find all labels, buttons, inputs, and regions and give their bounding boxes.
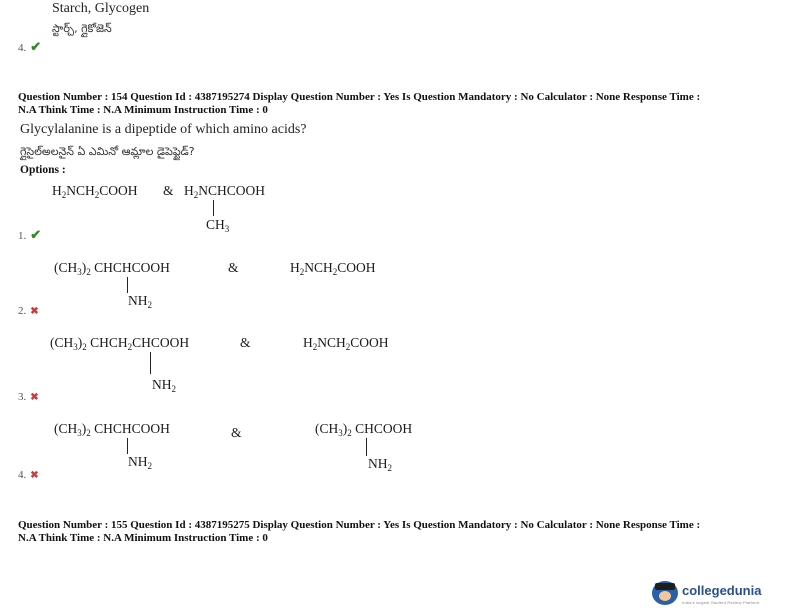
option-4-ampersand: & (231, 425, 242, 440)
option-4-right-substituent: $NH_2$ (368, 456, 392, 473)
option-1-marker (18, 226, 41, 244)
option-3-ampersand: & (240, 335, 251, 350)
option-4-left-substituent: $NH_2$ (128, 454, 152, 471)
option-1-right-formula: $H_2NCHCOOH$ (184, 183, 266, 200)
option-2-substituent: $NH_2$ (128, 293, 152, 310)
option-4-right-formula: $(CH_3)_2$ CHCOOH (315, 421, 413, 438)
option-3-bond (150, 352, 151, 374)
question-155-meta-line2: N.A Think Time : N.A Minimum Instruction Time : 0 (18, 532, 268, 544)
option-3-left-formula: $(CH_3)_2$ $CHCH_2CHCOOH$ (50, 335, 190, 352)
prev-option-4-marker (18, 38, 41, 56)
option-1-bond (213, 200, 214, 216)
question-154-text: Glycylalanine is a dipeptide of which amino acids? (20, 122, 307, 137)
option-1-substituent: $CH_3$ (206, 217, 230, 234)
option-2-number: 2. (18, 305, 27, 317)
option-3-right-formula: $H_2NCH_2COOH$ (303, 335, 389, 352)
logo-name: collegedunia (682, 582, 762, 598)
question-155-meta-line1: Question Number : 155 Question Id : 4387195275 Display Question Number : Yes Is Question Mandatory : No Calculator : None Response Time : (18, 519, 701, 531)
cross-icon: ✖ (30, 392, 39, 403)
check-icon: ✔ (30, 39, 42, 54)
option-4-number: 4. (18, 469, 27, 481)
option-4-left-formula: $(CH_3)_2$ CHCHCOOH (54, 421, 170, 438)
prev-option-4-text: Starch, Glycogen (52, 1, 150, 16)
option-2-right-formula: $H_2NCH_2COOH$ (290, 260, 376, 277)
option-1-ampersand: & (163, 183, 174, 198)
logo-wordmark (682, 582, 761, 605)
question-154-telugu: గ్లైసైల్అలనైన్ ఏ ఎమినో ఆమ్లాల డైపెప్టైడ్? (20, 145, 195, 158)
check-icon: ✔ (30, 227, 42, 242)
question-154-meta-line2: N.A Think Time : N.A Minimum Instruction Time : 0 (18, 104, 268, 116)
logo-tagline: India's largest Student Review Platform (682, 599, 760, 605)
option-2-ampersand: & (228, 260, 239, 275)
option-4-marker (18, 465, 39, 483)
option-3-substituent: $NH_2$ (152, 377, 176, 394)
options-label: Options : (20, 164, 66, 176)
cross-icon: ✖ (30, 470, 39, 481)
cross-icon: ✖ (30, 306, 39, 317)
option-4-left-bond (127, 438, 128, 454)
student-avatar-icon (652, 581, 678, 605)
prev-option-4-telugu: స్టార్చ్, గ్లైకోజెన్ (52, 22, 112, 35)
prev-option-4-number: 4. (18, 42, 27, 54)
option-4-right-bond (366, 438, 367, 456)
option-1-left-formula: $H_2NCH_2COOH$ (52, 183, 138, 200)
option-2-left-formula: $(CH_3)_2$ CHCHCOOH (54, 260, 170, 277)
option-2-marker (18, 301, 39, 319)
question-154-meta-line1: Question Number : 154 Question Id : 4387195274 Display Question Number : Yes Is Question Mandatory : No Calculator : None Response Time : (18, 91, 701, 103)
option-1-number: 1. (18, 230, 27, 242)
option-2-bond (127, 277, 128, 293)
option-3-marker (18, 387, 39, 405)
option-3-number: 3. (18, 391, 27, 403)
collegedunia-logo (652, 580, 788, 606)
